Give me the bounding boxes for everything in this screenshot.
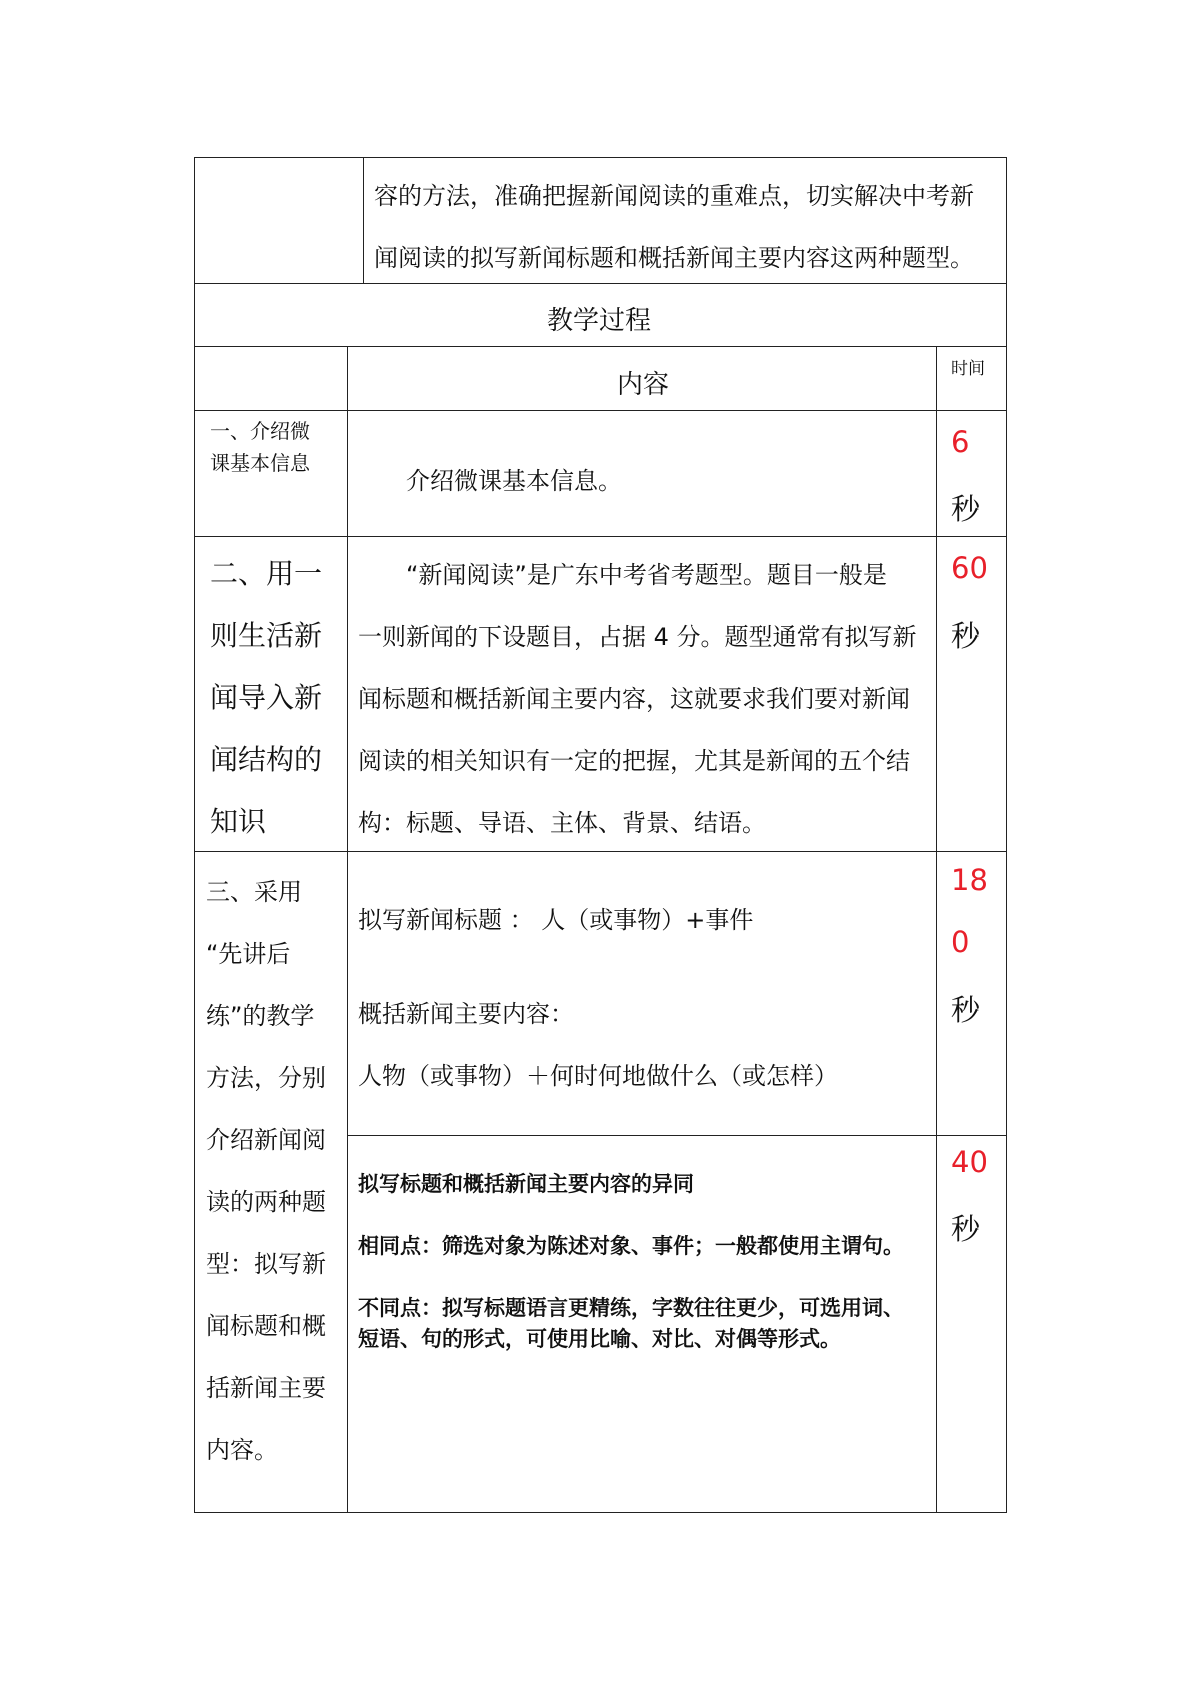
row2-label-line-1: 二、用一 bbox=[210, 557, 323, 590]
row-divider bbox=[347, 1135, 1007, 1136]
row3-a-content-line-1: 拟写新闻标题 ： 人（或事物）+事件 bbox=[358, 906, 754, 934]
row1-time-value: 6 bbox=[951, 425, 970, 459]
row1-label-line-1: 一、介绍微 bbox=[210, 419, 310, 443]
row-divider bbox=[194, 536, 1007, 537]
row2-time-unit: 秒 bbox=[951, 619, 981, 653]
table-border-left bbox=[194, 157, 195, 1513]
row2-label-line-4: 闻结构的 bbox=[210, 743, 323, 776]
row1-label-line-2: 课基本信息 bbox=[210, 451, 310, 475]
row3-label-line-5: 介绍新闻阅 bbox=[206, 1126, 326, 1154]
table-border-bottom bbox=[194, 1512, 1007, 1513]
row3-a-time-value-2: 0 bbox=[951, 925, 970, 959]
row3-label-line-7: 型：拟写新 bbox=[206, 1250, 326, 1278]
row3-label-line-1: 三、采用 bbox=[206, 878, 302, 906]
row3-b-time-unit: 秒 bbox=[951, 1212, 981, 1246]
row-divider bbox=[194, 346, 1007, 347]
row3-b-content-line-3: 不同点：拟写标题语言更精练，字数往往更少，可选用词、 bbox=[358, 1296, 904, 1320]
row3-label-line-8: 闻标题和概 bbox=[206, 1312, 326, 1340]
row2-label-line-5: 知识 bbox=[210, 805, 267, 838]
column-divider bbox=[363, 157, 364, 283]
row2-content-line-3: 闻标题和概括新闻主要内容，这就要求我们要对新闻 bbox=[358, 685, 910, 713]
row3-label-line-2: “先讲后 bbox=[206, 940, 291, 968]
row3-label-line-9: 括新闻主要 bbox=[206, 1374, 326, 1402]
row3-label-line-3: 练”的教学 bbox=[206, 1002, 315, 1030]
row1-time-unit: 秒 bbox=[951, 492, 981, 526]
table-border-right bbox=[1006, 157, 1007, 1513]
column-divider bbox=[936, 346, 937, 1513]
table-border-top bbox=[194, 157, 1007, 158]
row2-content-line-4: 阅读的相关知识有一定的把握，尤其是新闻的五个结 bbox=[358, 747, 910, 775]
row-divider bbox=[194, 851, 1007, 852]
row-divider bbox=[194, 283, 1007, 284]
row2-content-line-5: 构：标题、导语、主体、背景、结语。 bbox=[358, 809, 766, 837]
top-row-line-2: 闻阅读的拟写新闻标题和概括新闻主要内容这两种题型。 bbox=[374, 244, 974, 272]
row3-b-time-value: 40 bbox=[951, 1145, 988, 1179]
row3-b-content-heading: 拟写标题和概括新闻主要内容的异同 bbox=[358, 1172, 694, 1196]
row3-a-time-unit: 秒 bbox=[951, 993, 981, 1027]
row2-content-line-1: “新闻阅读”是广东中考省考题型。题目一般是 bbox=[406, 561, 887, 589]
row2-time-value: 60 bbox=[951, 551, 988, 585]
row3-a-content-line-2: 概括新闻主要内容： bbox=[358, 1000, 574, 1028]
header-time: 时间 bbox=[951, 359, 985, 379]
row2-label-line-3: 闻导入新 bbox=[210, 681, 323, 714]
row2-content-line-2: 一则新闻的下设题目，占据 4 分。题型通常有拟写新 bbox=[358, 623, 917, 651]
top-row-line-1: 容的方法，准确把握新闻阅读的重难点，切实解决中考新 bbox=[374, 182, 974, 210]
row-divider bbox=[194, 410, 1007, 411]
row3-label-line-10: 内容。 bbox=[206, 1436, 278, 1464]
row3-a-content-line-3: 人物（或事物）＋何时何地做什么（或怎样） bbox=[358, 1062, 838, 1090]
row3-label-line-6: 读的两种题 bbox=[206, 1188, 326, 1216]
row3-a-time-value-1: 18 bbox=[951, 863, 988, 897]
row1-content: 介绍微课基本信息。 bbox=[406, 467, 622, 495]
header-content: 内容 bbox=[617, 370, 670, 400]
section-title: 教学过程 bbox=[547, 306, 652, 336]
row3-b-content-line-4: 短语、句的形式，可使用比喻、对比、对偶等形式。 bbox=[358, 1327, 841, 1351]
row2-label-line-2: 则生活新 bbox=[210, 619, 323, 652]
column-divider bbox=[347, 346, 348, 1513]
row3-label-line-4: 方法，分别 bbox=[206, 1064, 326, 1092]
row3-b-content-line-2: 相同点：筛选对象为陈述对象、事件；一般都使用主谓句。 bbox=[358, 1234, 904, 1258]
